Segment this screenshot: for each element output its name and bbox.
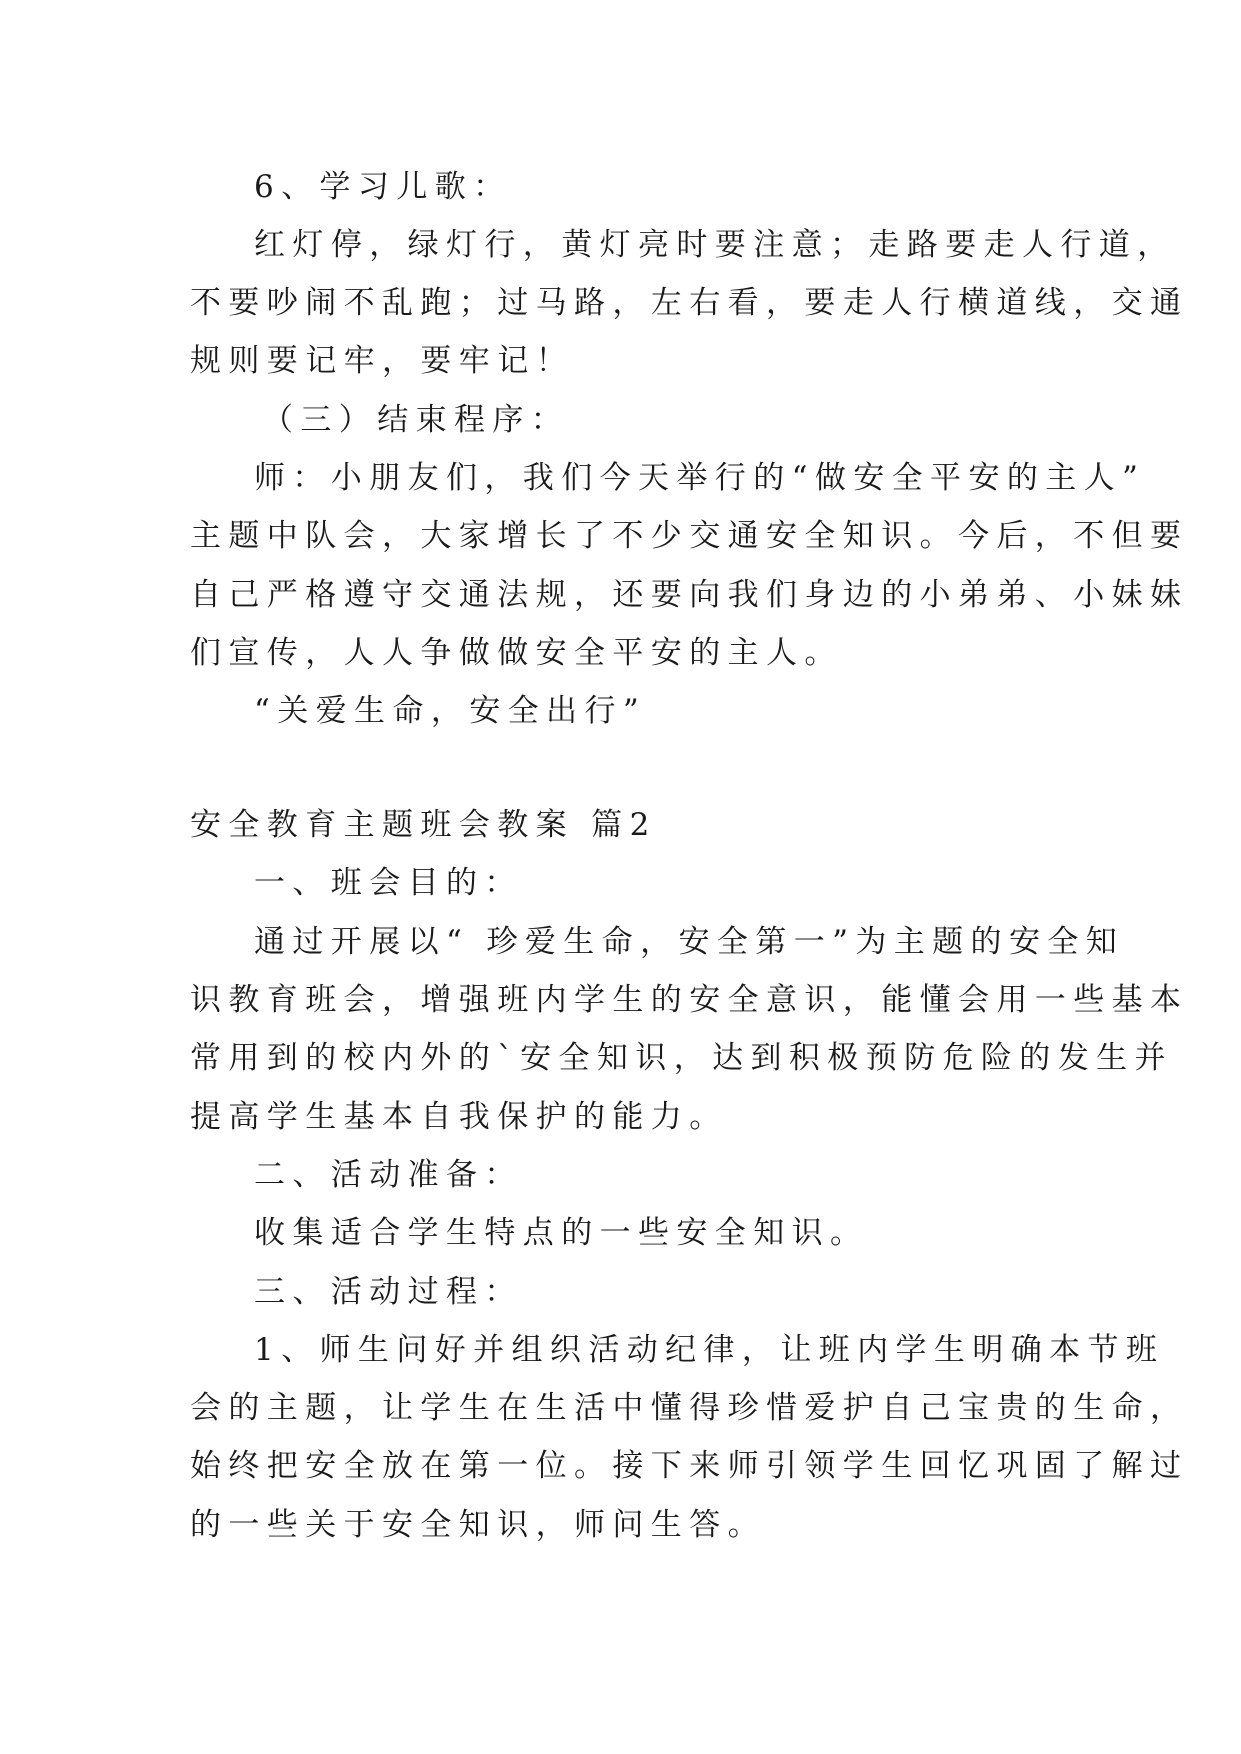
section-heading: （三）结束程序：	[262, 402, 570, 438]
paragraph-line: 规则要记牢，要牢记！	[190, 343, 574, 379]
paragraph-line: 不要吵闹不乱跑；过马路，左右看，要走人行横道线，交通	[190, 285, 1189, 321]
paragraph-line: 始终把安全放在第一位。接下来师引领学生回忆巩固了解过	[190, 1448, 1189, 1484]
paragraph-line: 6、学习儿歌：	[254, 169, 512, 205]
section-heading: 二、活动准备：	[254, 1157, 523, 1193]
paragraph-line: 主题中队会，大家增长了不少交通安全知识。今后，不但要	[190, 518, 1189, 554]
paragraph-line: 自己严格遵守交通法规，还要向我们身边的小弟弟、小妹妹	[190, 577, 1189, 613]
paragraph-line: 常用到的校内外的`安全知识，达到积极预防危险的发生并	[190, 1040, 1173, 1076]
paragraph-line: 们宣传，人人争做做安全平安的主人。	[190, 635, 843, 671]
paragraph-line: 1、师生问好并组织活动纪律，让班内学生明确本节班	[254, 1332, 1165, 1368]
section-heading: 一、班会目的：	[254, 865, 523, 901]
paragraph-line: 的一些关于安全知识，师问生答。	[190, 1507, 766, 1543]
paragraph-line: 红灯停，绿灯行，黄灯亮时要注意；走路要走人行道，	[254, 227, 1176, 263]
paragraph-line: 师：小朋友们，我们今天举行的“做安全平安的主人”	[254, 460, 1146, 496]
document-title: 安全教育主题班会教案 篇2	[190, 807, 657, 843]
paragraph-line: 通过开展以“ 珍爱生命，安全第一”为主题的安全知	[254, 924, 1125, 960]
paragraph-line: 识教育班会，增强班内学生的安全意识，能懂会用一些基本	[190, 982, 1189, 1018]
paragraph-line: 收集适合学生特点的一些安全知识。	[254, 1215, 869, 1251]
paragraph-line: 提高学生基本自我保护的能力。	[190, 1099, 728, 1135]
section-heading: 三、活动过程：	[254, 1274, 523, 1310]
slogan-line: “关爱生命，安全出行”	[254, 693, 647, 729]
paragraph-line: 会的主题，让学生在生活中懂得珍惜爱护自己宝贵的生命，	[190, 1390, 1189, 1426]
